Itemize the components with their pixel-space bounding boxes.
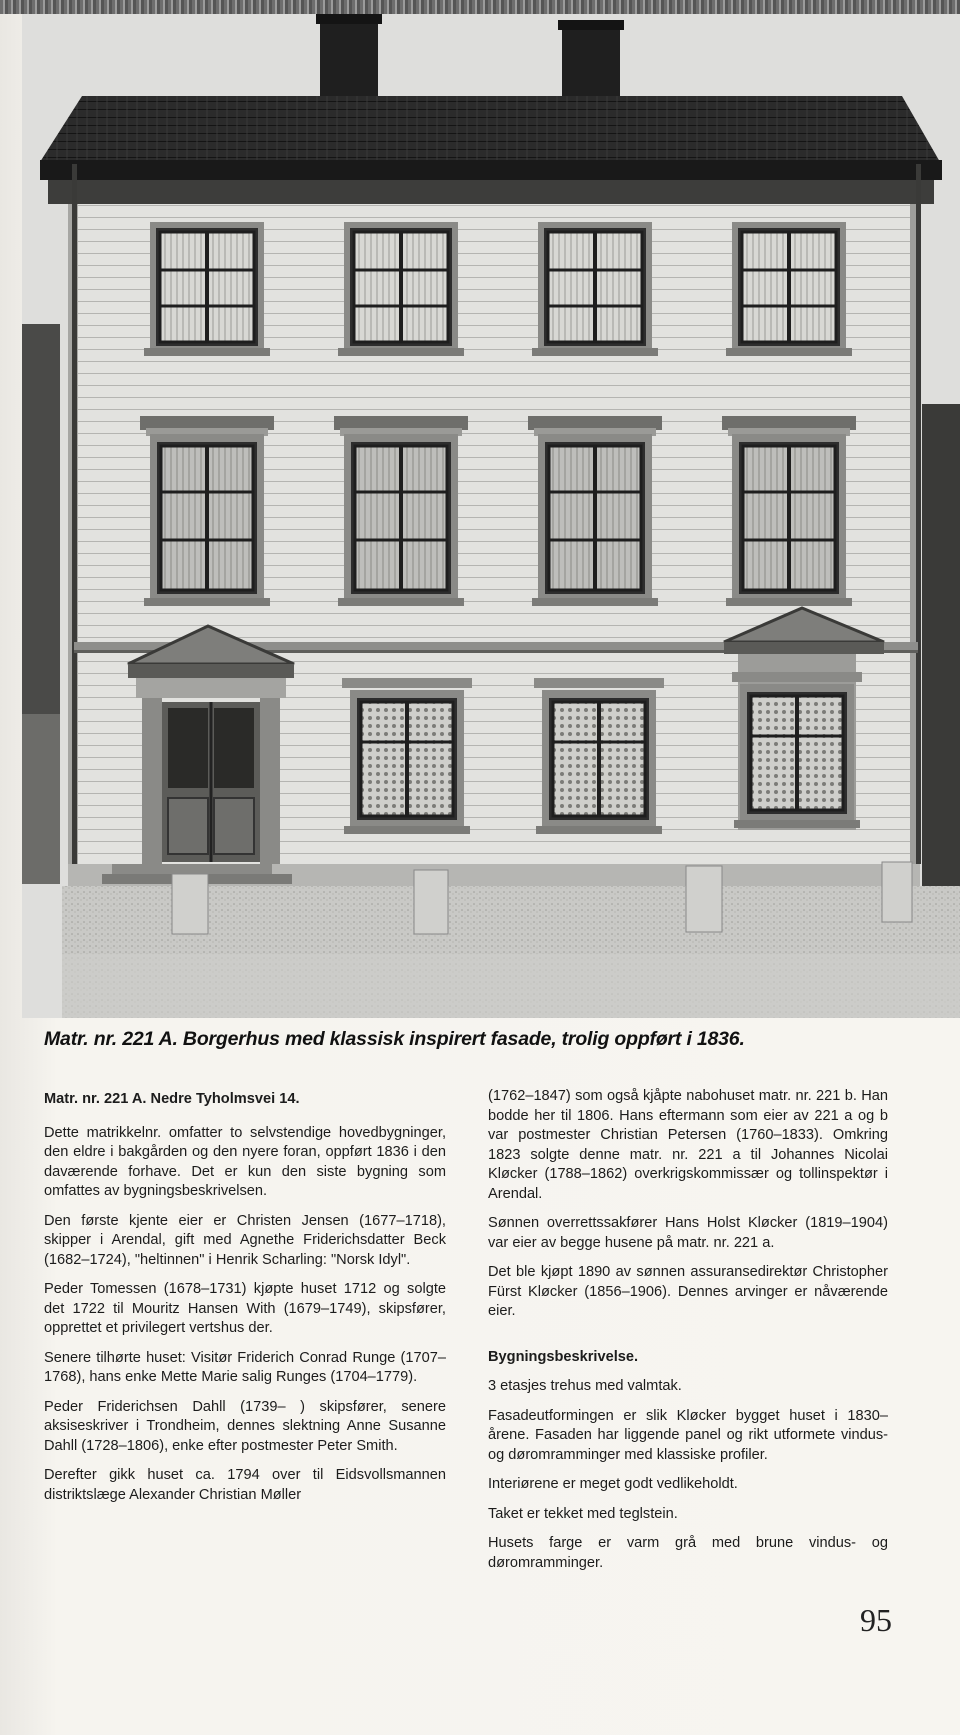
paragraph: (1762–1847) som også kjåpte nabohuset matr. nr. 221 b. Han bodde her til 1806. Hans eftermann som eier av 221 a og b var postmester Christian Petersen (1760–1833). Omkring 1823 solgte denne matr. nr. 221 a til Johannes Nicolai Kløcker (1788–1862) overkrigskommissær og tollinspektør i Arendal. — [488, 1088, 888, 1202]
paragraph: Derefter gikk huset ca. 1794 over til Eidsvollsmannen distriktslæge Alexander Christian Møller — [44, 1467, 446, 1503]
paragraph: Interiørene er meget godt vedlikeholdt. — [488, 1476, 738, 1492]
paragraph: Det ble kjøpt 1890 av sønnen assuransedirektør Christopher Fürst Kløcker (1856–1906). Dennes arvinger er nåværende eier. — [488, 1264, 888, 1319]
paragraph: Dette matrikkelnr. omfatter to selvstendige hovedbygninger, den eldre i bakgården og den nyere foran, oppført 1836 i den daværende forhave. Det er kun den siste bygning som omfattes av bygningsbeskrivelsen. — [44, 1124, 446, 1199]
paragraph: Husets farge er varm grå med brune vindus- og døromramminger. — [488, 1535, 888, 1571]
page-number: 95 — [860, 1602, 892, 1638]
scan-edge — [0, 0, 960, 14]
house-photograph — [22, 14, 960, 1018]
paragraph: Den første kjente eier er Christen Jensen (1677–1718), skipper i Arendal, gift med Agnethe Friderichsdatter Beck (1682–1724), "heltinnen" i Henrik Scharling: "Norsk Idyl". — [44, 1212, 446, 1268]
paragraph: Peder Tomessen (1678–1731) kjøpte huset 1712 og solgte det 1722 til Mouritz Hansen With (1679–1749), skipsfører, opprettet et privilegert vertshus der. — [44, 1281, 446, 1336]
chimney-left — [320, 14, 378, 106]
address-line: Matr. nr. 221 A. Nedre Tyholmsvei 14. — [44, 1091, 300, 1107]
paragraph: 3 etasjes trehus med valmtak. — [488, 1378, 682, 1394]
paragraph: Taket er tekket med teglstein. — [488, 1505, 678, 1522]
neighbour-building-right — [922, 404, 960, 904]
text-column-left — [44, 1090, 446, 1515]
paragraph: Senere tilhørte huset: Visitør Friderich Conrad Runge (1707–1768), hans enke Mette Marie salig Runges (1704–1779). — [44, 1349, 446, 1385]
tiled-roof — [40, 96, 940, 162]
text-column-right — [488, 1087, 888, 1583]
photo-caption: Matr. nr. 221 A. Borgerhus med klassisk inspirert fasade, trolig oppført i 1836. — [44, 1028, 745, 1050]
paragraph: Sønnen overrettssakfører Hans Holst Kløcker (1819–1904) var eier av begge husene på matr. nr. 221 a. — [488, 1215, 888, 1251]
paragraph: Fasadeutformingen er slik Kløcker bygget huset i 1830–årene. Fasaden har liggende panel og rikt utformete vindus- og døromramminger med klassiske profiler. — [488, 1407, 888, 1463]
section-heading: Bygningsbeskrivelse. — [488, 1348, 639, 1365]
paragraph: Peder Friderichsen Dahll (1739– ) skipsfører, senere aksiseskriver i Trondheim, dennes slektning Anne Susanne Dahll (1728–1806), enke efter postmester Peter Smith. — [44, 1398, 446, 1454]
